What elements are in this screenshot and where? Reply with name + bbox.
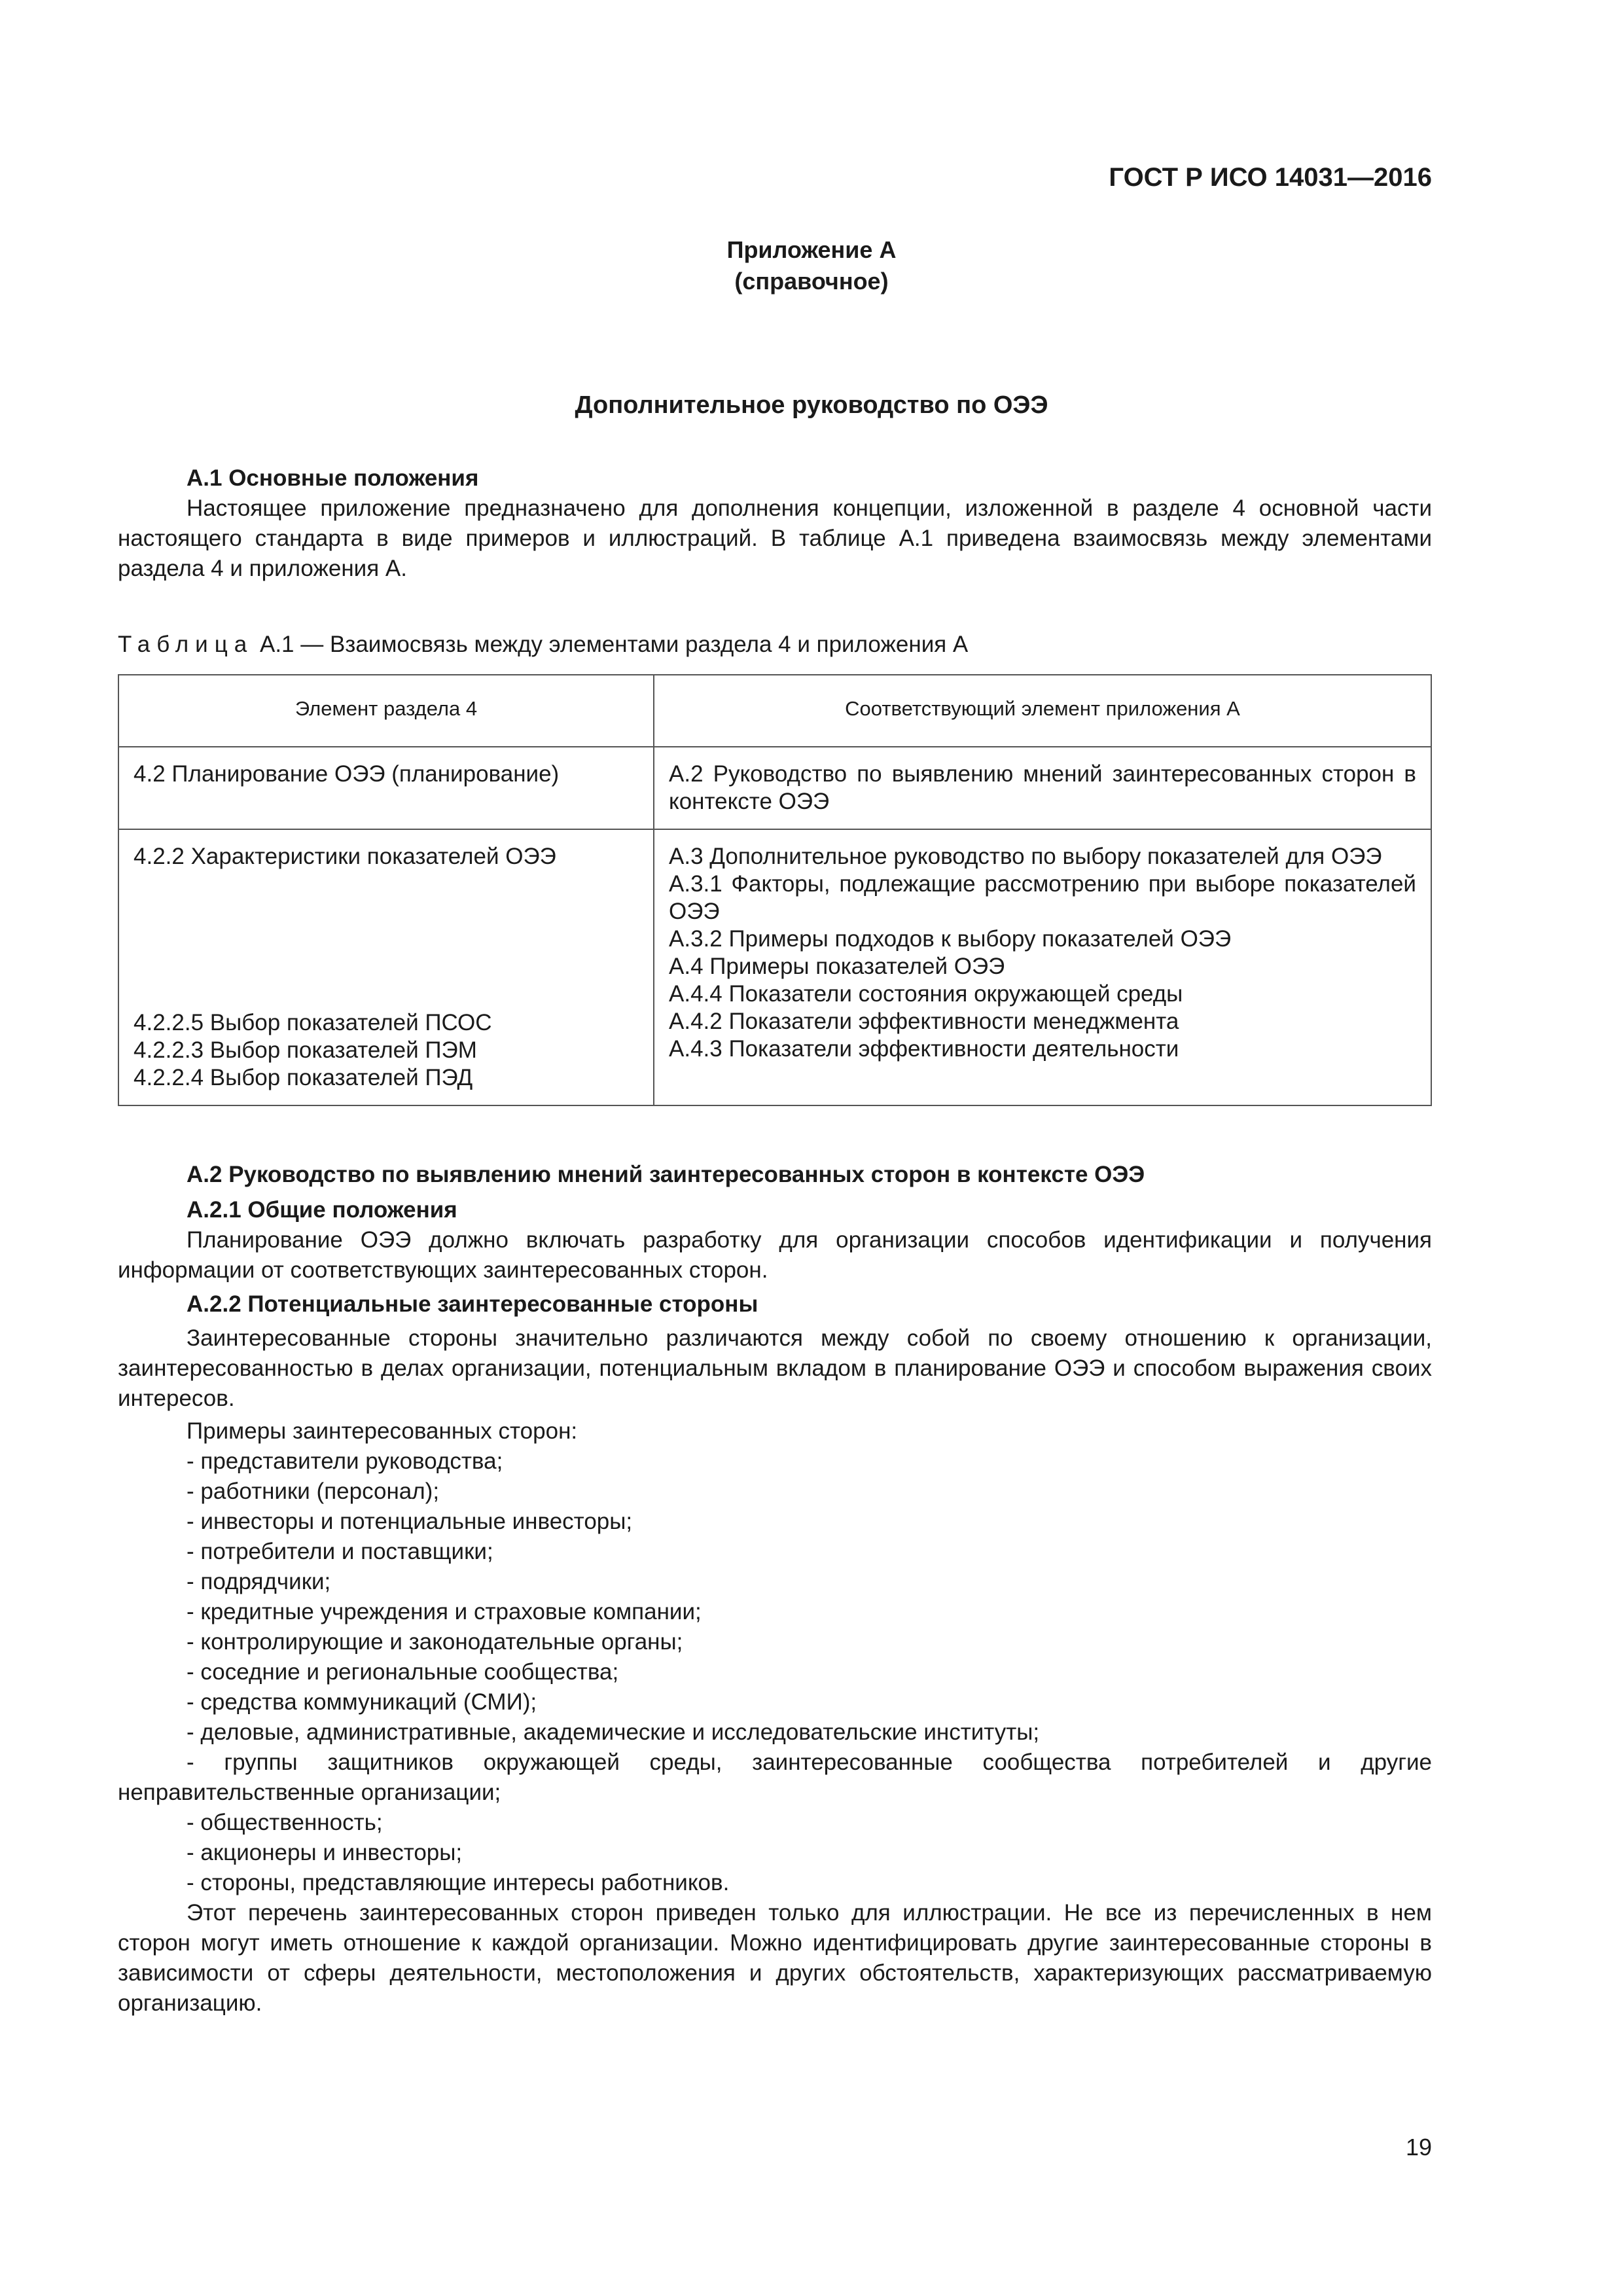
- table-cell-line: 4.2.2.3 Выбор показателей ПЭМ: [134, 1037, 477, 1063]
- table-row: [118, 747, 1431, 829]
- section-a21-heading: А.2.1 Общие положения: [187, 1197, 457, 1223]
- list-item: - средства коммуникаций (СМИ);: [118, 1687, 1432, 1717]
- table-cell-line: А.3.1 Факторы, подлежащие рассмотрению при выборе показателей ОЭЭ: [669, 871, 1416, 924]
- list-item-long: - группы защитников окружающей среды, заинтересованные сообщества потребителей и другие неправительственные организации;: [118, 1749, 1432, 1805]
- section-a1: [118, 463, 1432, 584]
- table-cell-line: А.3 Дополнительное руководство по выбору показателей для ОЭЭ: [669, 844, 1382, 869]
- table-cell-line: А.4.2 Показатели эффективности менеджмента: [669, 1009, 1179, 1034]
- table-cell-line: 4.2.2 Характеристики показателей ОЭЭ: [134, 844, 556, 869]
- table-cell: [118, 829, 654, 1105]
- stakeholder-list-continued: [118, 1808, 1432, 1898]
- closing-paragraph: Этот перечень заинтересованных сторон приведен только для иллюстрации. Не все из перечисленных в нем сторон могут иметь отношение к каждой организации. Можно идентифицировать другие заинтересованные стороны в зависимости от сферы деятельности, местоположения и других обстоятельств, характеризующих рассматриваемую организацию.: [118, 1900, 1432, 2016]
- stakeholder-list: [118, 1446, 1432, 1748]
- list-item: - кредитные учреждения и страховые компании;: [118, 1597, 1432, 1627]
- table-row: [118, 829, 1431, 1105]
- table-cell-line: А.4 Примеры показателей ОЭЭ: [669, 954, 1005, 979]
- list-item: - подрядчики;: [118, 1567, 1432, 1597]
- section-a22-heading: А.2.2 Потенциальные заинтересованные стороны: [187, 1291, 758, 1317]
- appendix-heading: [0, 234, 1623, 297]
- table-header-row: [118, 675, 1431, 747]
- table-header-cell: Соответствующий элемент приложения А: [654, 675, 1431, 747]
- list-item: - работники (персонал);: [118, 1477, 1432, 1507]
- list-item: - представители руководства;: [118, 1446, 1432, 1477]
- list-item: - соседние и региональные сообщества;: [118, 1657, 1432, 1687]
- list-item: - общественность;: [118, 1808, 1432, 1838]
- table-cell-line: А.4.3 Показатели эффективности деятельности: [669, 1036, 1179, 1062]
- section-a2-heading: А.2 Руководство по выявлению мнений заинтересованных сторон в контексте ОЭЭ: [187, 1162, 1145, 1187]
- page-number: 19: [1405, 2134, 1432, 2161]
- section-a2: [118, 1160, 1432, 2018]
- relation-table: [118, 674, 1432, 1106]
- table-caption: [118, 630, 1432, 660]
- table-header-cell: Элемент раздела 4: [118, 675, 654, 747]
- table-cell: 4.2 Планирование ОЭЭ (планирование): [118, 747, 654, 829]
- section-a1-heading: А.1 Основные положения: [187, 465, 479, 491]
- table-cell: А.2 Руководство по выявлению мнений заинтересованных сторон в контексте ОЭЭ: [654, 747, 1431, 829]
- section-a1-paragraph: Настоящее приложение предназначено для дополнения концепции, изложенной в разделе 4 основной части настоящего стандарта в виде примеров и иллюстраций. В таблице А.1 приведена взаимосвязь между элементами раздела 4 и приложения А.: [118, 495, 1432, 581]
- main-title: Дополнительное руководство по ОЭЭ: [575, 391, 1048, 419]
- examples-intro: Примеры заинтересованных сторон:: [187, 1418, 578, 1444]
- appendix-type: (справочное): [734, 268, 889, 295]
- appendix-title: Приложение А: [726, 236, 897, 263]
- standard-code: ГОСТ Р ИСО 14031—2016: [1109, 163, 1432, 192]
- list-item: - инвесторы и потенциальные инвесторы;: [118, 1507, 1432, 1537]
- table-cell-line: 4.2.2.4 Выбор показателей ПЭД: [134, 1065, 473, 1090]
- table-cell-line: 4.2.2.5 Выбор показателей ПСОС: [134, 1010, 492, 1035]
- section-a22-paragraph: Заинтересованные стороны значительно различаются между собой по своему отношению к организации, заинтересованностью в делах организации, потенциальным вкладом в планирование ОЭЭ и способом выражения своих интересов.: [118, 1325, 1432, 1411]
- table-caption-text: А.1 — Взаимосвязь между элементами раздела 4 и приложения А: [259, 632, 969, 657]
- table-caption-label: Таблица: [118, 632, 254, 657]
- table-cell-line: А.3.2 Примеры подходов к выбору показателей ОЭЭ: [669, 926, 1232, 952]
- list-item: - деловые, административные, академические и исследовательские институты;: [118, 1717, 1432, 1748]
- table-cell: [654, 829, 1431, 1105]
- table-cell-line: А.4.4 Показатели состояния окружающей среды: [669, 981, 1183, 1007]
- list-item: - акционеры и инвесторы;: [118, 1838, 1432, 1868]
- section-a21-paragraph: Планирование ОЭЭ должно включать разработку для организации способов идентификации и получения информации от соответствующих заинтересованных сторон.: [118, 1227, 1432, 1283]
- list-item: - контролирующие и законодательные органы;: [118, 1627, 1432, 1657]
- list-item: - потребители и поставщики;: [118, 1537, 1432, 1567]
- list-item: - стороны, представляющие интересы работников.: [118, 1868, 1432, 1898]
